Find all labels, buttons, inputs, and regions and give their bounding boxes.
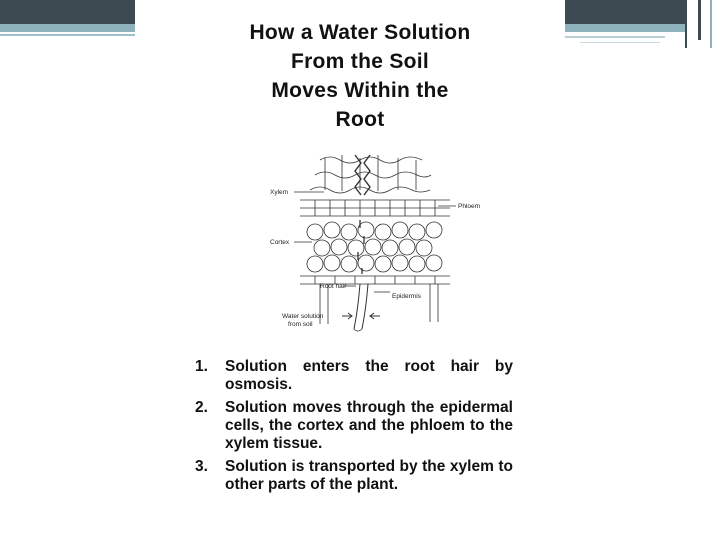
corner-line bbox=[710, 0, 712, 48]
header-bar-right bbox=[565, 0, 685, 24]
title-line: How a Water Solution bbox=[249, 21, 471, 44]
steps-list bbox=[195, 358, 513, 499]
step-text: Solution moves through the epidermal cells, the cortex and the phloem to the xylem tissue. bbox=[225, 399, 513, 452]
step-item bbox=[195, 458, 513, 494]
header-line-right bbox=[565, 36, 665, 38]
label-epidermis: Epidermis bbox=[392, 293, 421, 300]
page-title bbox=[175, 18, 545, 134]
root-hair bbox=[430, 284, 438, 322]
step-text: Solution is transported by the xylem to other parts of the plant. bbox=[225, 458, 513, 493]
label-root-hair: Root hair bbox=[320, 283, 347, 290]
cell-wall bbox=[315, 172, 431, 178]
header-line-right-2 bbox=[580, 42, 660, 43]
label-cortex: Cortex bbox=[270, 239, 290, 246]
label-xylem: Xylem bbox=[270, 189, 289, 196]
label-phloem: Phloem bbox=[458, 203, 481, 210]
water-arrow bbox=[370, 313, 380, 319]
title-line: From the Soil bbox=[290, 50, 430, 73]
label-from-soil: from soil bbox=[288, 321, 313, 328]
water-arrow bbox=[342, 313, 352, 319]
root-hair-tip bbox=[354, 329, 362, 331]
cortex-cells bbox=[307, 222, 442, 272]
corner-line bbox=[698, 0, 701, 40]
header-line-left bbox=[0, 34, 135, 36]
corner-ornament bbox=[685, 0, 720, 48]
label-water-solution: Water solution bbox=[282, 313, 324, 320]
step-item bbox=[195, 399, 513, 453]
step-text: Solution enters the root hair by osmosis. bbox=[225, 358, 513, 393]
step-item bbox=[195, 358, 513, 394]
header-stripe-left bbox=[0, 24, 135, 32]
step-number: 3. bbox=[195, 458, 208, 475]
header-bar-left bbox=[0, 0, 135, 24]
step-number: 2. bbox=[195, 399, 208, 416]
cell-wall bbox=[320, 157, 422, 163]
title-line: Root bbox=[335, 108, 385, 131]
title-line: Moves Within the bbox=[271, 79, 449, 102]
xylem-column bbox=[364, 155, 370, 195]
root-cross-section-diagram bbox=[260, 150, 490, 340]
step-number: 1. bbox=[195, 358, 208, 375]
root-hair-main bbox=[354, 284, 368, 329]
